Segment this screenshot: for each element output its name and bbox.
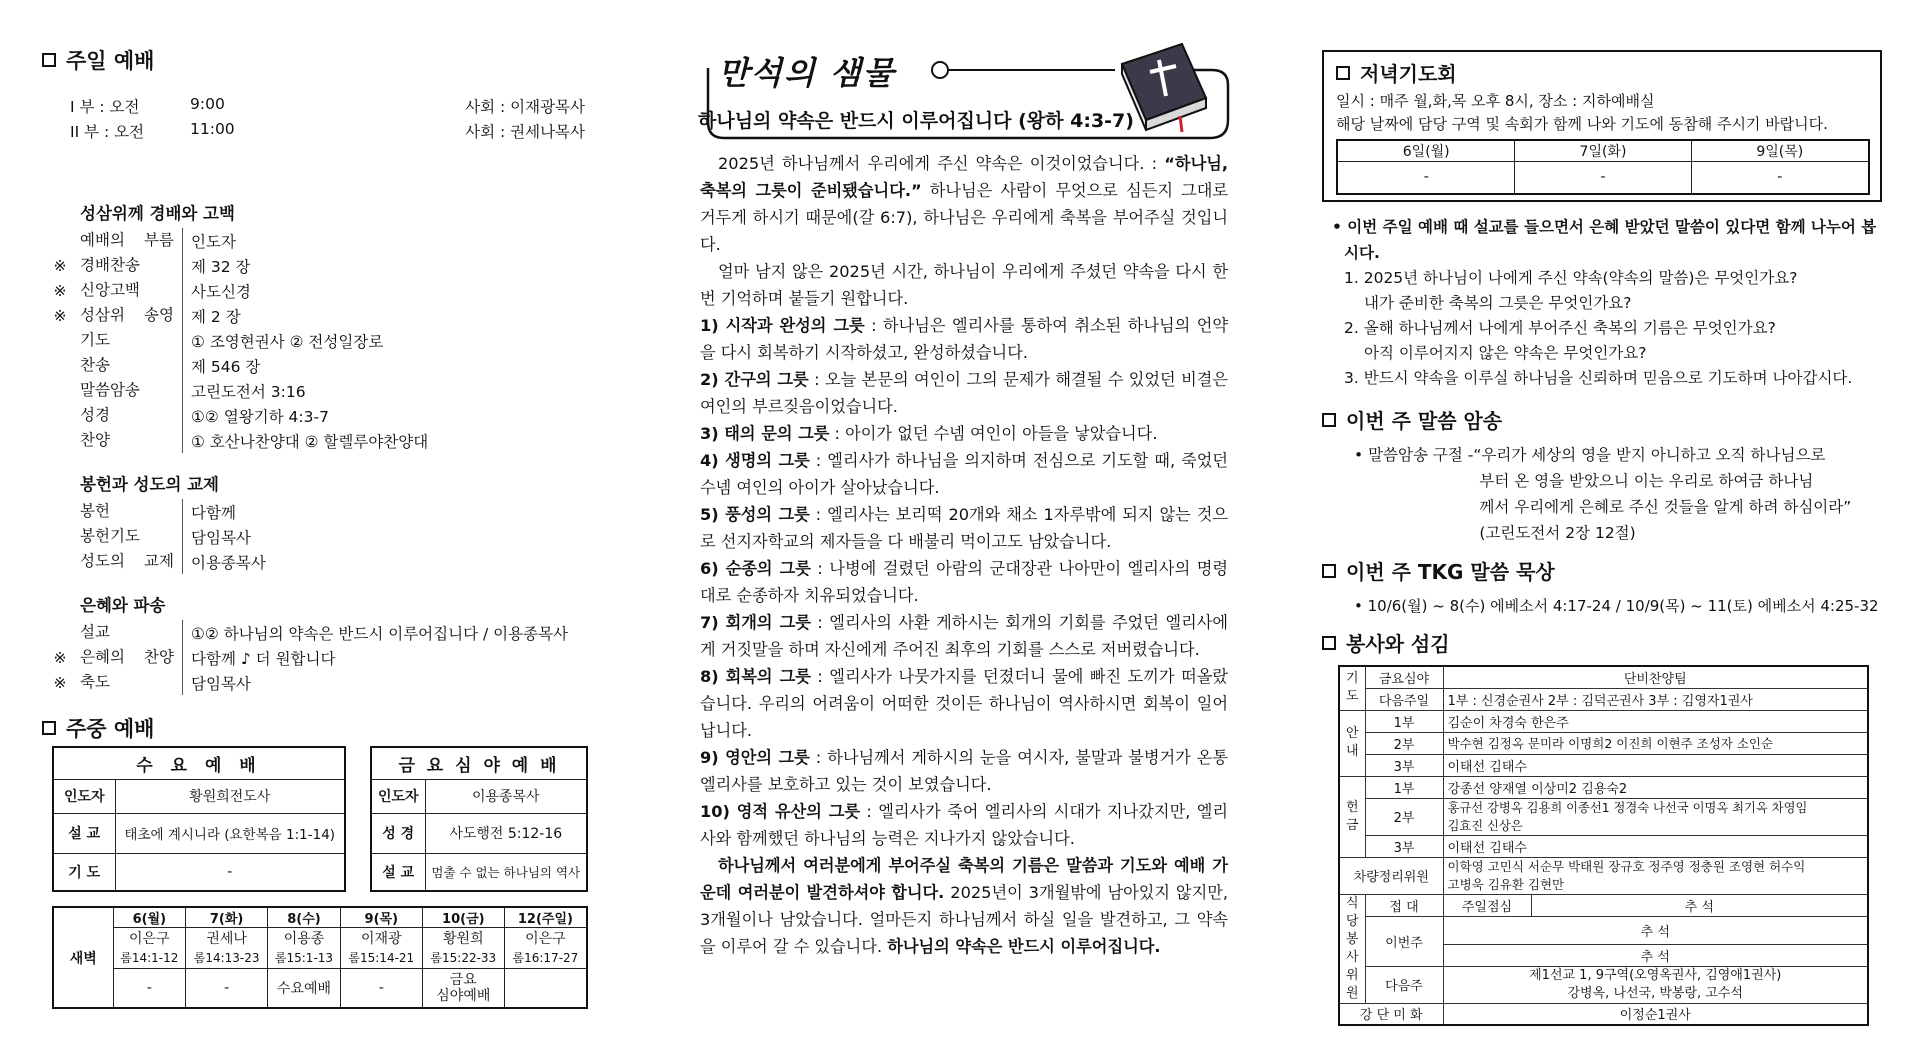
share-questions: 1. 2025년 하나님이 나에게 주신 약속(약속의 말씀)은 무엇인가요? 내가 준비한 축복의 그릇은 무엇인가요? 2. 올해 하나님께서 나에게 부어주신 축복의 기름은 무엇인가요? 아직 이루어지지 않은 약속은 무엇인가요? 3. 반드시 약속을 이루실 하나님을 신뢰하며 믿음으로 기도하며 나아갑시다.: [1344, 269, 1853, 387]
order-label: 찬송: [80, 353, 183, 378]
checkbox-square-icon: [1336, 66, 1350, 80]
service-duty-heading: 봉사와 섬김: [1322, 628, 1882, 657]
order-value: 담임목사: [191, 528, 251, 547]
service-duty-table: 기 도 금요심야 단비찬양팀 다음주일 1부 : 신경순권사 2부 : 김덕곤권사 3부 : 김영자1권사 안 내 1부 김순이 차경숙 한은주 2부 박수현 김정옥 문미라 이명희2 이진희 이현주 조성자 소인순 3부 이태선 김태수 헌 금 1부 강종선 양재열 이상미2 김용숙2 2부 홍규선 강병옥 김용희 이종선1 정경숙 나선국 이명옥 최기옥 차영임 김효진 신상은 3부 이태선 김태수 차량정리위원 이학영 고민식 서순무 박태원 장규호 정주영 정충원 조영현 허수익 고병욱 김유환 김현만 식당 봉사 위원 접 대 주일점심 추 석 이번주 추 석 추 석 다음주 제1선교 1, 9구역(오영옥권사, 김영애1권사) 강병옥, 나선국, 박봉랑, 고수석 강 단 미 화 이정순1권사: [1338, 665, 1869, 1026]
sermon-header: [690, 54, 1235, 140]
order-value: 제 546 장: [191, 357, 261, 376]
sermon-body: [700, 150, 1228, 960]
order-value: 인도자: [191, 232, 236, 251]
order-group-3: 은혜와 파송 설교 ①② 하나님의 약속은 반드시 이루어집니다 / 이용종목사 ※ 은혜의 찬양 다함께 ♪ 더 원합니다 ※ 축도 담임목사: [40, 592, 600, 695]
evening-prayer-note: 해당 날짜에 담당 구역 및 속회가 함께 나와 기도에 동참해 주시기 바랍니다.: [1336, 115, 1828, 133]
order-value: 다함께 ♪ 더 원합니다: [191, 649, 336, 668]
order-value: ①② 하나님의 약속은 반드시 이루어집니다 / 이용종목사: [191, 624, 569, 643]
paragraph-2: 얼마 남지 않은 2025년 시간, 하나님이 우리에게 주셨던 약속을 다시 한번 기억하며 붙들기 원합니다.: [700, 262, 1228, 308]
evening-prayer-heading: 저녁기도회: [1336, 58, 1870, 87]
order-value: 제 32 장: [191, 257, 251, 276]
service-times: [70, 95, 585, 145]
order-label: 예배의 부름: [80, 228, 183, 253]
weekday-worship-heading: 주중 예배: [42, 713, 154, 743]
order-label: 성삼위 송영: [80, 303, 183, 328]
checkbox-square-icon: [1322, 564, 1336, 578]
order-value: 사도신경: [191, 282, 251, 301]
wednesday-service-table: 수 요 예 배 인도자 황원희전도사 설 교 태초에 계시니라 (요한복음 1:1-14) 기 도 -: [52, 746, 346, 892]
order-label: 기도: [80, 328, 183, 353]
order-label: 신앙고백: [80, 278, 183, 303]
closing-paragraph: 하나님께서 여러분에게 부어주실 축복의 기름은 말씀과 기도와 예배 가운데 여러분이 발견하셔야 합니다. 2025년이 3개월밖에 남아있지 않지만, 3개월이나 남았습니다. 얼마든지 하나님께서 하실 일을 발견하고, 그 약속을 이루어 갈 수 있습니다. 하나님의 약속은 반드시 이루어집니다.: [700, 856, 1228, 956]
friday-service-table: 금 요 심 야 예 배 인도자 이용종목사 성 경 사도행전 5:12-16 설 교 멈출 수 없는 하나님의 역사: [370, 746, 588, 892]
vessel-item: 6) 순종의 그릇 : 나병에 걸렸던 아람의 군대장관 나아만이 엘리사의 명령대로 순종하자 치유되었습니다.: [700, 559, 1228, 605]
vessel-item: 9) 영안의 그릇 : 하나님께서 게하시의 눈을 여시자, 불말과 불병거가 온통 엘리사를 보호하고 있는 것이 보였습니다.: [700, 748, 1228, 794]
checkbox-square-icon: [42, 53, 56, 67]
order-group-2: 봉헌과 성도의 교제 봉헌 다함께 봉헌기도 담임목사 성도의 교제 이용종목사: [40, 471, 600, 574]
vessel-item: 1) 시작과 완성의 그릇 : 하나님은 엘리사를 통하여 취소된 하나님의 언약을 다시 회복하기 시작하셨고, 완성하셨습니다.: [700, 316, 1228, 362]
order-value: 다함께: [191, 503, 236, 522]
order-label: 경배찬송: [80, 253, 183, 278]
order-value: 고린도전서 3:16: [191, 382, 306, 401]
checkbox-square-icon: [1322, 636, 1336, 650]
memory-verse-heading: 이번 주 말씀 암송: [1322, 405, 1882, 434]
vessel-item: 5) 풍성의 그릇 : 엘리사는 보리떡 20개와 채소 1자루밖에 되지 않는 것으로 선지자학교의 제자들을 다 배불리 먹이고도 남았습니다.: [700, 505, 1228, 551]
header-script-title: 만석의 샘물: [718, 54, 896, 92]
evening-prayer-table: 6일(월) 7일(화) 9일(목) - - -: [1336, 139, 1870, 195]
order-value: 이용종목사: [191, 553, 266, 572]
order-value: ①② 열왕기하 4:3-7: [191, 407, 329, 426]
order-label: 은혜의 찬양: [80, 645, 183, 670]
sunday-worship-heading: 주일 예배: [42, 45, 154, 75]
order-label: 봉헌: [80, 499, 183, 524]
order-value: 제 2 장: [191, 307, 241, 326]
order-of-worship: [40, 200, 600, 695]
order-value: ① 호산나찬양대 ② 할렐루야찬양대: [191, 432, 429, 451]
order-value: 담임목사: [191, 674, 251, 693]
order-label: 찬양: [80, 428, 183, 453]
vessel-item: 2) 간구의 그릇 : 오늘 본문의 여인이 그의 문제가 해결될 수 있었던 비결은 여인의 부르짖음이었습니다.: [700, 370, 1228, 416]
evening-prayer-box: [1322, 50, 1882, 202]
vessel-item: 7) 회개의 그릇 : 엘리사의 사환 게하시는 회개의 기회를 주었던 엘리사에게 거짓말을 하며 자신에게 주어진 최후의 기회를 스스로 저버렸습니다.: [700, 613, 1228, 659]
service-row-2: II 부 : 오전 11:00 사회 : 권세나목사: [70, 120, 585, 141]
vessel-item: 4) 생명의 그릇 : 엘리사가 하나님을 의지하며 전심으로 기도할 때, 죽었던 수넴 여인의 아이가 살아났습니다.: [700, 451, 1228, 497]
tkg-heading: 이번 주 TKG 말씀 묵상: [1322, 556, 1882, 585]
share-intro: • 이번 주일 예배 때 설교를 들으면서 은혜 받았던 말씀이 있다면 함께 나누어 봅시다.: [1332, 218, 1877, 262]
order-label: 말씀암송: [80, 378, 183, 403]
order-value: ① 조영현권사 ② 전성일장로: [191, 332, 384, 351]
sermon-title: 하나님의 약속은 반드시 이루어집니다 (왕하 4:3-7): [698, 110, 1134, 132]
tkg-schedule: • 10/6(월) ~ 8(수) 에베소서 4:17-24 / 10/9(목) ~ 11(토) 에베소서 4:25-32: [1354, 597, 1879, 615]
checkbox-square-icon: [42, 721, 56, 735]
order-group-1: 성삼위께 경배와 고백 예배의 부름 인도자 ※ 경배찬송 제 32 장 ※ 신앙고백 사도신경 ※ 성삼위 송영 제 2 장 기도 ① 조영현권사 ② 전성일장로 찬송 제 546 장 말씀암송 고린도전서 3:16 성경 ①② 열왕기하 4:3-7 찬양 ① 호산나찬양대 ② 할렐루야찬양대: [40, 200, 600, 453]
vessel-item: 10) 영적 유산의 그릇 : 엘리사가 죽어 엘리사의 시대가 지나갔지만, 엘리사와 함께했던 하나님의 능력은 지나가지 않았습니다.: [700, 802, 1228, 848]
order-label: 봉헌기도: [80, 524, 183, 549]
checkbox-square-icon: [1322, 413, 1336, 427]
paragraph-1: 2025년 하나님께서 우리에게 주신 약속은 이것이었습니다. : “하나님, 축복의 그릇이 준비됐습니다.” 하나님은 사람이 무엇으로 심든지 그대로 거두게 하시기 때문에(갈 6:7), 하나님은 우리에게 축복을 부어주실 것입니다.: [700, 154, 1228, 254]
order-label: 성경: [80, 403, 183, 428]
order-label: 설교: [80, 620, 183, 645]
vessel-item: 8) 회복의 그릇 : 엘리사가 나뭇가지를 던졌더니 물에 빠진 도끼가 떠올랐습니다. 우리의 어려움이 어떠한 것이든 하나님이 역사하시면 회복이 일어납니다.: [700, 667, 1228, 740]
vessel-item: 3) 태의 문의 그릇 : 아이가 없던 수넴 여인이 아들을 낳았습니다.: [700, 424, 1158, 443]
evening-prayer-info: 일시 : 매주 월,화,목 오후 8시, 장소 : 지하예배실: [1336, 92, 1655, 110]
right-column: [1322, 50, 1882, 1026]
order-label: 성도의 교제: [80, 549, 183, 574]
service-row-1: I 부 : 오전 9:00 사회 : 이재광목사: [70, 95, 585, 116]
bible-book-icon: [1110, 40, 1210, 135]
order-label: 축도: [80, 670, 183, 695]
dawn-prayer-table: 새벽 6(월) 7(화) 8(수) 9(목) 10(금) 12(주일) 이은구 권세나 이용종 이재광 황원희 이은구 롬14:1-12 롬14:13-23 롬15:1-13 롬15:14-21 롬15:22-33 롬16:17-27 - - 수요예배 - 금요 심야예배: [52, 906, 588, 1009]
memory-verse: • 말씀암송 구절 - “우리가 세상의 영을 받지 아니하고 오직 하나님으로 부터 온 영을 받았으니 이는 우리로 하여금 하나님 께서 우리에게 은혜로 주신 것들을 알게 하려 하심이라” (고린도전서 2장 12절): [1354, 446, 1852, 542]
